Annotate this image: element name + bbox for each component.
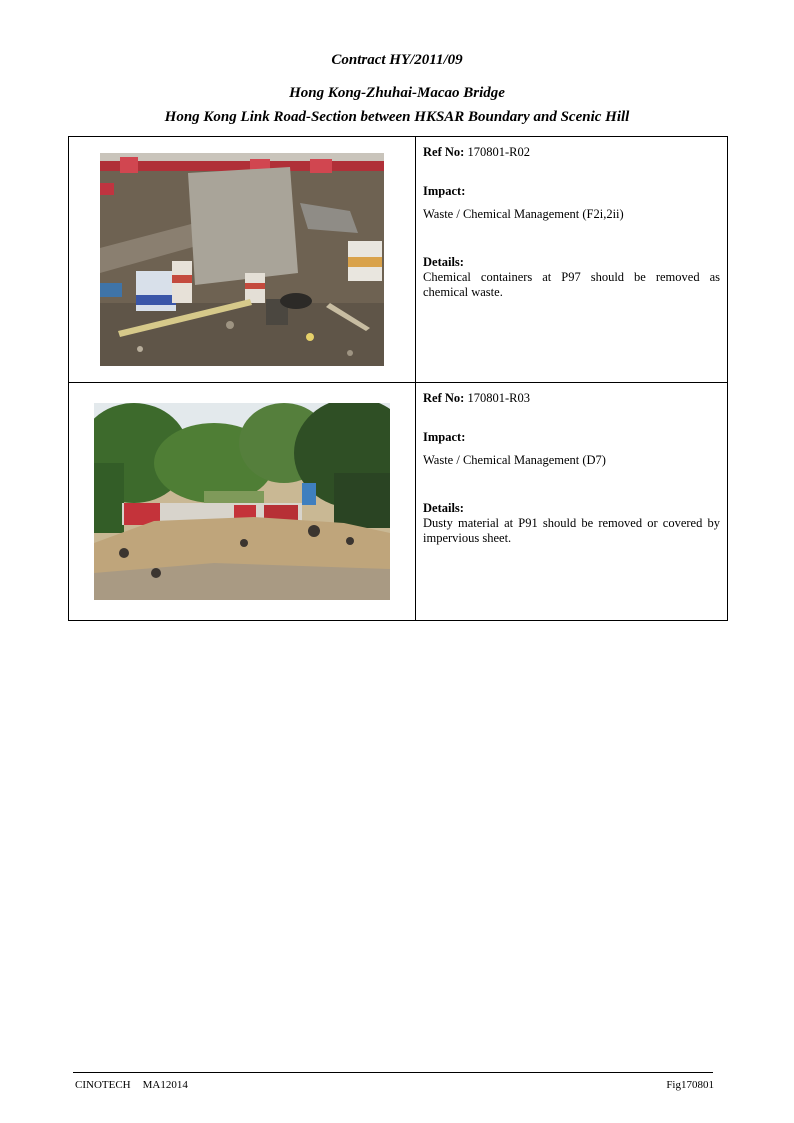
site-photo-dusty-material bbox=[94, 403, 390, 600]
footer-figure-number: Fig170801 bbox=[666, 1079, 714, 1091]
section-title: Hong Kong Link Road-Section between HKSAR Boundary and Scenic Hill bbox=[164, 109, 630, 125]
ref-no-value: 170801-R03 bbox=[467, 391, 530, 405]
ref-no-value: 170801-R02 bbox=[467, 145, 530, 159]
details-label: Details: bbox=[423, 501, 464, 515]
ref-no-label: Ref No: bbox=[423, 391, 465, 405]
footer-left bbox=[75, 1079, 188, 1091]
impact-label: Impact: bbox=[423, 184, 466, 198]
project-title: Hong Kong-Zhuhai-Macao Bridge bbox=[289, 85, 505, 101]
ref-no-line bbox=[423, 145, 720, 160]
photo-cell bbox=[69, 137, 416, 382]
observation-row bbox=[69, 137, 727, 383]
contract-title: Contract HY/2011/09 bbox=[331, 52, 463, 68]
details-value: Dusty material at P91 should be removed or covered by impervious sheet. bbox=[423, 516, 720, 545]
ref-no-line bbox=[423, 391, 720, 406]
footer-company: CINOTECH bbox=[75, 1079, 131, 1091]
details-label: Details: bbox=[423, 255, 464, 269]
footer-divider bbox=[73, 1072, 713, 1073]
record-details bbox=[416, 137, 727, 382]
observation-row bbox=[69, 383, 727, 620]
ref-no-label: Ref No: bbox=[423, 145, 465, 159]
record-details bbox=[416, 383, 727, 620]
details-value: Chemical containers at P97 should be removed as chemical waste. bbox=[423, 270, 720, 299]
photo-cell bbox=[69, 383, 416, 620]
impact-label: Impact: bbox=[423, 430, 466, 444]
impact-value: Waste / Chemical Management (D7) bbox=[423, 453, 606, 467]
footer-code: MA12014 bbox=[142, 1079, 188, 1091]
impact-value: Waste / Chemical Management (F2i,2ii) bbox=[423, 207, 624, 221]
site-photo-chemical-containers bbox=[100, 153, 384, 366]
observation-table bbox=[68, 136, 728, 621]
